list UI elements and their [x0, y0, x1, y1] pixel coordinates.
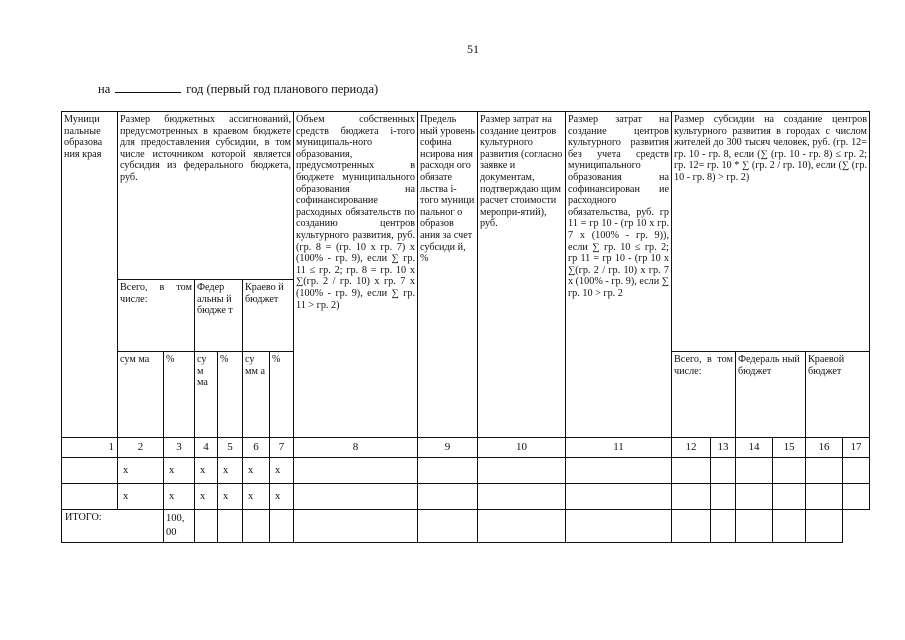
column-number: 3 — [164, 438, 195, 458]
column-number: 9 — [418, 438, 478, 458]
table-cell — [843, 458, 870, 484]
table-cell — [418, 458, 478, 484]
header-total-b: Всего, в том числе: — [672, 352, 736, 438]
header-cofinancing-limit: Предель ный уровень софина нсирова ния расходн ого обязате льства i-того муници пальног о образов ания за счет субсиди й, % — [418, 112, 478, 438]
column-number: 6 — [243, 438, 270, 458]
header-federal-a: Федер альны й бюдже т — [195, 280, 243, 352]
column-numbers-row — [62, 438, 870, 458]
table-cell — [195, 510, 218, 543]
table-cell — [672, 458, 711, 484]
table-cell: x — [243, 458, 270, 484]
total-label: ИТОГО: — [62, 510, 164, 543]
table-cell — [711, 510, 736, 543]
table-cell — [806, 458, 843, 484]
table-cell: x — [195, 458, 218, 484]
table-cell: x — [270, 458, 294, 484]
header-percent: % — [164, 352, 195, 438]
column-number: 10 — [478, 438, 566, 458]
total-row — [62, 510, 870, 543]
table-cell — [566, 458, 672, 484]
table-cell: x — [218, 484, 243, 510]
column-number: 8 — [294, 438, 418, 458]
total-value: 100, 00 — [164, 510, 195, 543]
column-number: 16 — [806, 438, 843, 458]
subsidy-table — [61, 111, 870, 543]
table-cell — [418, 484, 478, 510]
table-cell: x — [243, 484, 270, 510]
table-row — [62, 484, 870, 510]
table-cell — [672, 510, 711, 543]
table-cell: x — [164, 458, 195, 484]
column-number: 13 — [711, 438, 736, 458]
table-cell — [294, 510, 418, 543]
column-number: 12 — [672, 438, 711, 458]
header-sum: су мм а — [243, 352, 270, 438]
table-cell — [566, 510, 672, 543]
table-cell: x — [270, 484, 294, 510]
header-sum: су м ма — [195, 352, 218, 438]
table-cell — [418, 510, 478, 543]
table-cell: x — [195, 484, 218, 510]
table-cell — [711, 458, 736, 484]
header-municipalities: Муници пальные образова ния края — [62, 112, 118, 438]
column-number: 17 — [843, 438, 870, 458]
table-cell — [843, 484, 870, 510]
header-subsidy-size: Размер субсидии на создание центров культурного развития в городах с числом жителей до 300 тысяч человек, руб. (гр. 12= гр. 10 - гр. 8, если (∑ (гр. 10 - гр. 8) ≤ гр. 2; гр. 12= гр. 10 * ∑ (гр. 2 / гр. 10), если (∑ (гр. 10 - гр. 8) > гр. 2) — [672, 112, 870, 352]
column-number: 5 — [218, 438, 243, 458]
table-cell — [773, 458, 806, 484]
table-cell — [566, 484, 672, 510]
header-total-a: Всего, в том числе: — [118, 280, 195, 352]
header-federal-b: Федераль ный бюджет — [736, 352, 806, 438]
column-number: 15 — [773, 438, 806, 458]
table-cell: x — [118, 458, 164, 484]
table-cell — [711, 484, 736, 510]
table-cell — [773, 510, 806, 543]
subtitle-suffix: год (первый год планового периода) — [186, 82, 379, 96]
table-cell — [478, 484, 566, 510]
year-blank — [115, 80, 181, 93]
table-subtitle — [98, 80, 378, 97]
page-number: 51 — [467, 42, 479, 56]
column-number: 2 — [118, 438, 164, 458]
table-cell — [243, 510, 270, 543]
table-cell: x — [218, 458, 243, 484]
table-cell — [736, 510, 773, 543]
table-cell — [218, 510, 243, 543]
table-cell — [806, 484, 843, 510]
header-percent: % — [270, 352, 294, 438]
table-cell — [62, 458, 118, 484]
column-number: 14 — [736, 438, 773, 458]
table-cell — [270, 510, 294, 543]
subtitle-prefix: на — [98, 82, 111, 96]
column-number: 4 — [195, 438, 218, 458]
header-regional-a: Краево й бюджет — [243, 280, 294, 352]
table-cell — [478, 458, 566, 484]
table-row — [62, 458, 870, 484]
table-cell — [294, 484, 418, 510]
column-number: 11 — [566, 438, 672, 458]
header-regional-b: Краевой бюджет — [806, 352, 870, 438]
table-cell — [62, 484, 118, 510]
table-cell — [736, 484, 773, 510]
header-costs: Размер затрат на создание центров культурного развития (согласно заявке и документам, подтверждаю щим расчет стоимости меропри-ятий), руб. — [478, 112, 566, 438]
header-percent: % — [218, 352, 243, 438]
table-cell — [773, 484, 806, 510]
table-cell: x — [164, 484, 195, 510]
column-number: 7 — [270, 438, 294, 458]
table-cell — [736, 458, 773, 484]
table-cell — [478, 510, 566, 543]
table-cell — [672, 484, 711, 510]
table-cell — [294, 458, 418, 484]
header-budget-allocations: Размер бюджетных ассигнований, предусмотренных в краевом бюджете для предоставления субсидии, в том числе источником которой является субсидия из федерального бюджета, руб. — [118, 112, 294, 280]
table-cell — [806, 510, 843, 543]
header-own-funds: Объем собственных средств бюджета i-того муниципаль-ного образования, предусмотренных в бюджете муниципального образования на софинансирование расходных обязательств по созданию центров культурного развития, руб. (гр. 8 = (гр. 10 x гр. 7) x (100% - гр. 9), если ∑ гр. 11 ≤ гр. 2; гр. 8 = гр. 10 x ∑(гр. 2 / гр. 10) x гр. 7 x (100% - гр. 9), если ∑ гр. 11 > гр. 2) — [294, 112, 418, 438]
table-cell: x — [118, 484, 164, 510]
header-sum: сум ма — [118, 352, 164, 438]
column-number: 1 — [62, 438, 118, 458]
header-costs-without-municipal: Размер затрат на создание центров культурного развития без учета средств муниципального образования на софинансирован ие расходного обязательства, руб. гр 11 = гр 10 - (гр 10 x гр. 7 x (100% - гр. 9)), если ∑ гр. 10 ≤ гр. 2; гр 11 = гр 10 - (гр 10 x ∑(гр. 2 / гр. 10) x гр. 7 x (100% - гр. 9), если ∑ гр. 10 > гр. 2 — [566, 112, 672, 438]
